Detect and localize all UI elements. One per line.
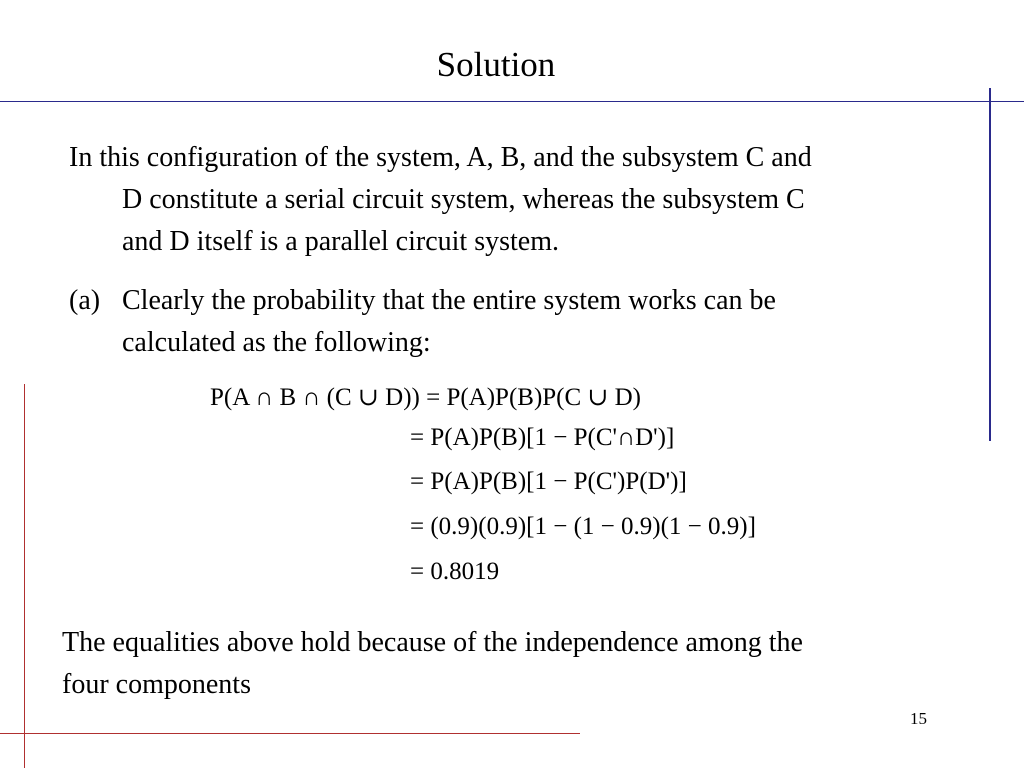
item-a-line-2: calculated as the following:	[122, 327, 431, 358]
slide-title: Solution	[436, 45, 556, 84]
list-item-a	[69, 280, 989, 364]
intro-line-2: D constitute a serial circuit system, whereas the subsystem C	[122, 184, 805, 215]
conclusion-line-2: four components	[62, 669, 251, 700]
equation-line-4: = (0.9)(0.9)[1 − (1 − 0.9)(1 − 0.9)]	[410, 513, 756, 540]
list-marker-a: (a)	[69, 285, 101, 316]
conclusion-paragraph	[62, 622, 982, 706]
page-number: 15	[910, 709, 927, 728]
equation-line-2: = P(A)P(B)[1 − P(C'∩D')]	[410, 424, 675, 451]
item-a-line-1: Clearly the probability that the entire system works can be	[122, 285, 776, 316]
left-accent-line	[24, 384, 25, 768]
conclusion-line-1: The equalities above hold because of the independence among the	[62, 627, 803, 658]
bottom-accent-line	[0, 733, 580, 734]
intro-line-1: In this configuration of the system, A, B, and the subsystem C and	[69, 142, 812, 173]
top-divider-line	[0, 101, 1024, 102]
equation-line-1: P(A ∩ B ∩ (C ∪ D)) = P(A)P(B)P(C ∪ D)	[210, 384, 642, 411]
equation-line-3: = P(A)P(B)[1 − P(C')P(D')]	[410, 468, 687, 495]
right-accent-line	[989, 88, 991, 441]
intro-line-3: and D itself is a parallel circuit system.	[122, 226, 559, 257]
intro-paragraph	[69, 137, 989, 263]
equation-line-5: = 0.8019	[410, 558, 500, 585]
